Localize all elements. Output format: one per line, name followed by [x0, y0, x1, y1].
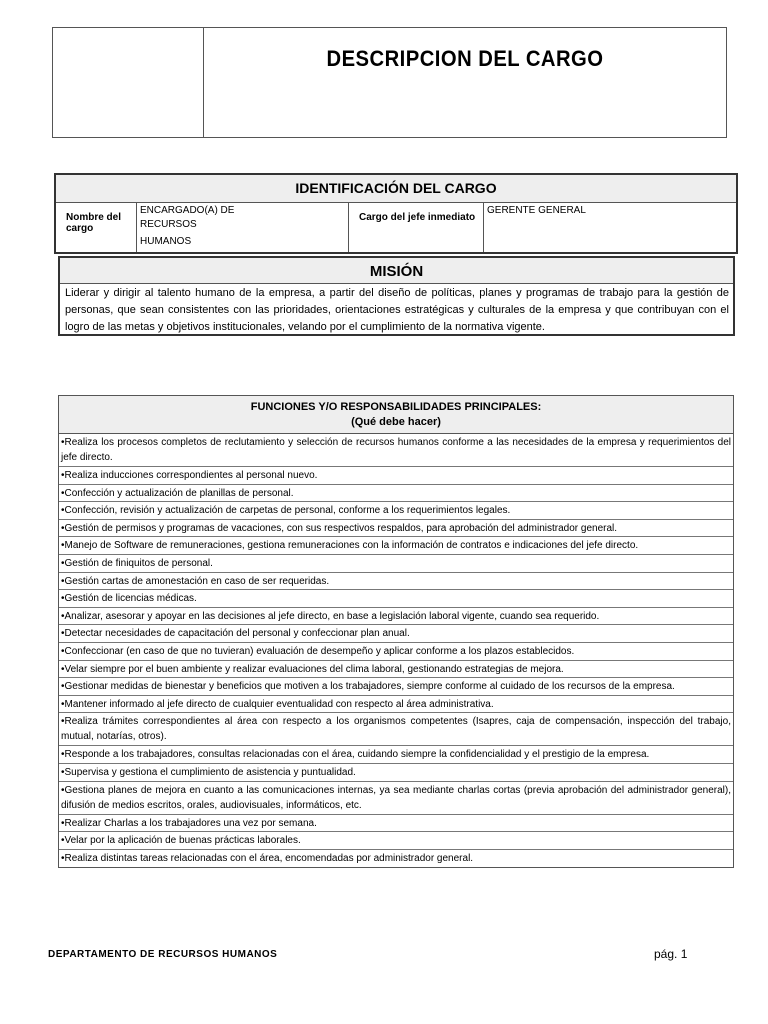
boss-value: GERENTE GENERAL [487, 205, 586, 216]
function-row: •Gestión de finiquitos de personal. [59, 555, 733, 573]
mission-text: Liderar y dirigir al talento humano de la empresa, a partir del diseño de políticas, planes y programas de trabajo para la gestión de personas, que sean consistentes con las prioridades, orientaciones estratégicas y culturales de la empresa y que contribuyan con el logro de las metas y objetivos institucionales, velando por el cumplimiento de la normativa vigente. [65, 287, 729, 333]
footer-page-number: pág. 1 [654, 947, 688, 961]
function-row: •Realiza inducciones correspondientes al personal nuevo. [59, 467, 733, 485]
function-row: •Realiza distintas tareas relacionadas con el área, encomendadas por administrador general. [61, 852, 474, 864]
function-row: •Gestión cartas de amonestación en caso de ser requeridas. [59, 573, 733, 591]
functions-header [59, 396, 733, 434]
function-row: •Realizar Charlas a los trabajadores una vez por semana. [59, 815, 733, 833]
job-name-value-line1: ENCARGADO(A) DE [140, 205, 235, 216]
document-header [52, 27, 727, 138]
function-row: •Gestionar medidas de bienestar y beneficios que motiven a los trabajadores, siempre conforme al cuidado de los recursos de la empresa. [59, 678, 733, 696]
logo-cell [53, 28, 204, 137]
functions-subtitle: (Qué debe hacer) [351, 416, 441, 428]
function-row: •Confeccionar (en caso de que no tuvieran) evaluación de desempeño y aplicar conforme a los plazos establecidos. [59, 643, 733, 661]
job-name-label: Nombre del cargo [66, 212, 122, 234]
boss-value-cell [484, 202, 736, 252]
function-row: •Confección y actualización de planillas de personal. [59, 485, 733, 503]
function-row: •Realiza trámites correspondientes al área con respecto a los organismos competentes (Isapres, caja de compensación, inspección del trabajo, mutual, notarías, otros). [59, 713, 733, 746]
job-name-label-cell [56, 202, 137, 252]
function-row: •Gestión de licencias médicas. [59, 590, 733, 608]
document-title: DESCRIPCION DEL CARGO [326, 46, 604, 71]
function-row: •Analizar, asesorar y apoyar en las decisiones al jefe directo, en base a legislación laboral vigente, cuando sea requerido. [59, 608, 733, 626]
function-row: •Confección, revisión y actualización de carpetas de personal, conforme a los requerimientos legales. [59, 502, 733, 520]
job-name-value-line3: HUMANOS [140, 236, 192, 247]
identification-table [54, 173, 738, 254]
function-row: •Velar siempre por el buen ambiente y realizar evaluaciones del clima laboral, gestionando estrategias de mejora. [59, 661, 733, 679]
functions-table [58, 395, 734, 868]
function-row: •Manejo de Software de remuneraciones, gestiona remuneraciones con la información de contratos e indicaciones del jefe directo. [59, 537, 733, 555]
boss-label-cell [349, 202, 484, 252]
function-row: •Realiza los procesos completos de reclutamiento y selección de recursos humanos conforme a las necesidades de la empresa y requerimientos del jefe directo. [59, 434, 733, 467]
function-row: •Mantener informado al jefe directo de cualquier eventualidad con respecto al área administrativa. [59, 696, 733, 714]
function-row: •Supervisa y gestiona el cumplimiento de asistencia y puntualidad. [59, 764, 733, 782]
identification-title: IDENTIFICACIÓN DEL CARGO [56, 175, 736, 203]
function-row: •Detectar necesidades de capacitación del personal y confeccionar plan anual. [59, 625, 733, 643]
function-row: •Responde a los trabajadores, consultas relacionadas con el área, cuidando siempre la confidencialidad y el prestigio de la empresa. [59, 746, 733, 764]
function-row: •Gestión de permisos y programas de vacaciones, con sus respectivos respaldos, para aprobación del administrador general. [59, 520, 733, 538]
boss-label: Cargo del jefe inmediato [359, 212, 476, 223]
mission-title: MISIÓN [60, 258, 733, 284]
function-row: •Velar por la aplicación de buenas prácticas laborales. [59, 832, 733, 850]
job-name-value-cell [137, 202, 349, 252]
functions-title: FUNCIONES Y/O RESPONSABILIDADES PRINCIPALES: [250, 401, 542, 413]
function-row: •Gestiona planes de mejora en cuanto a las comunicaciones internas, ya sea mediante charlas cortas (previa aprobación del administrador general), difusión de medios escritos, orales, audiovisuales, informáticos, etc. [59, 782, 733, 815]
job-name-value-line2: RECURSOS [140, 219, 197, 230]
footer-department: DEPARTAMENTO DE RECURSOS HUMANOS [48, 949, 278, 960]
mission-section [58, 256, 735, 336]
